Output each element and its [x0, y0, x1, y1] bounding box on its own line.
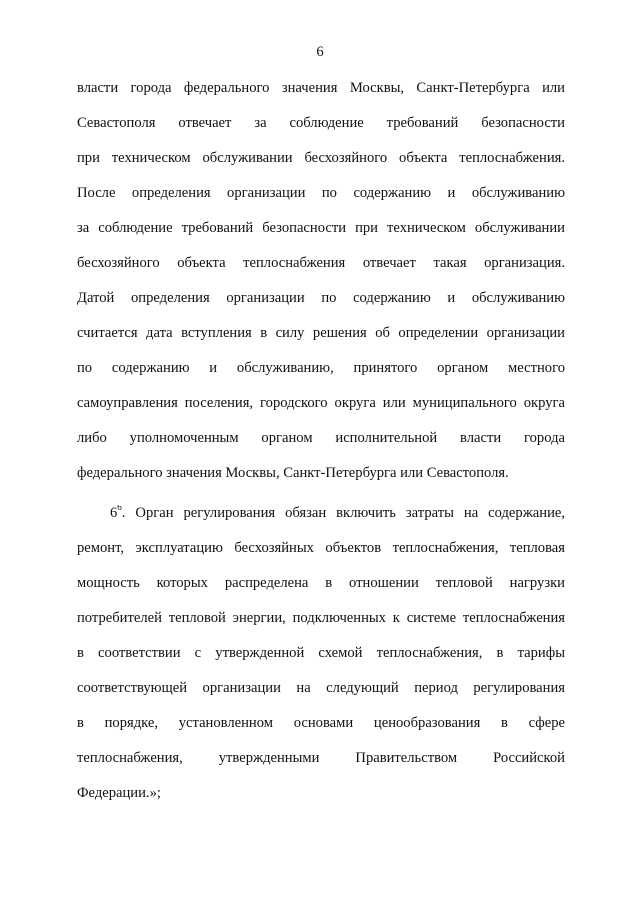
paragraph-line: в соответствии с утвержденной схемой теплоснабжения, в тарифы: [77, 645, 565, 661]
clause-text: . Орган регулирования обязан включить затраты на содержание,: [121, 505, 565, 521]
paragraph-line: по содержанию и обслуживанию, принятого органом местного: [77, 360, 565, 376]
paragraph-line: федерального значения Москвы, Санкт-Петербурга или Севастополя.: [77, 465, 509, 481]
paragraph-line: теплоснабжения, утвержденными Правительством Российской: [77, 750, 565, 766]
paragraph-line: в порядке, установленном основами ценообразования в сфере: [77, 715, 565, 731]
paragraph-2: [77, 505, 565, 820]
page-number: 6: [316, 44, 324, 60]
paragraph-first-line: [77, 505, 565, 540]
paragraph-line: либо уполномоченным органом исполнительной власти города: [77, 430, 565, 446]
paragraph-line: потребителей тепловой энергии, подключенных к системе теплоснабжения: [77, 610, 565, 626]
paragraph-line: После определения организации по содержанию и обслуживанию: [77, 185, 565, 201]
paragraph-line: считается дата вступления в силу решения об определении организации: [77, 325, 565, 341]
paragraph-line: при техническом обслуживании бесхозяйного объекта теплоснабжения.: [77, 150, 565, 166]
clause-number: 6: [110, 505, 118, 521]
clause-superscript: 6: [117, 505, 122, 513]
paragraph-line: самоуправления поселения, городского округа или муниципального округа: [77, 395, 565, 411]
paragraph-line: бесхозяйного объекта теплоснабжения отвечает такая организация.: [77, 255, 565, 271]
paragraph-1: [77, 80, 565, 500]
paragraph-line: власти города федерального значения Москвы, Санкт-Петербурга или: [77, 80, 565, 96]
paragraph-line: соответствующей организации на следующий период регулирования: [77, 680, 565, 696]
paragraph-line: Федерации.»;: [77, 785, 161, 801]
paragraph-line: ремонт, эксплуатацию бесхозяйных объектов теплоснабжения, тепловая: [77, 540, 565, 556]
paragraph-line: мощность которых распределена в отношении тепловой нагрузки: [77, 575, 565, 591]
paragraph-line: Датой определения организации по содержанию и обслуживанию: [77, 290, 565, 306]
paragraph-line: за соблюдение требований безопасности при техническом обслуживании: [77, 220, 565, 236]
paragraph-line: Севастополя отвечает за соблюдение требований безопасности: [77, 115, 565, 131]
